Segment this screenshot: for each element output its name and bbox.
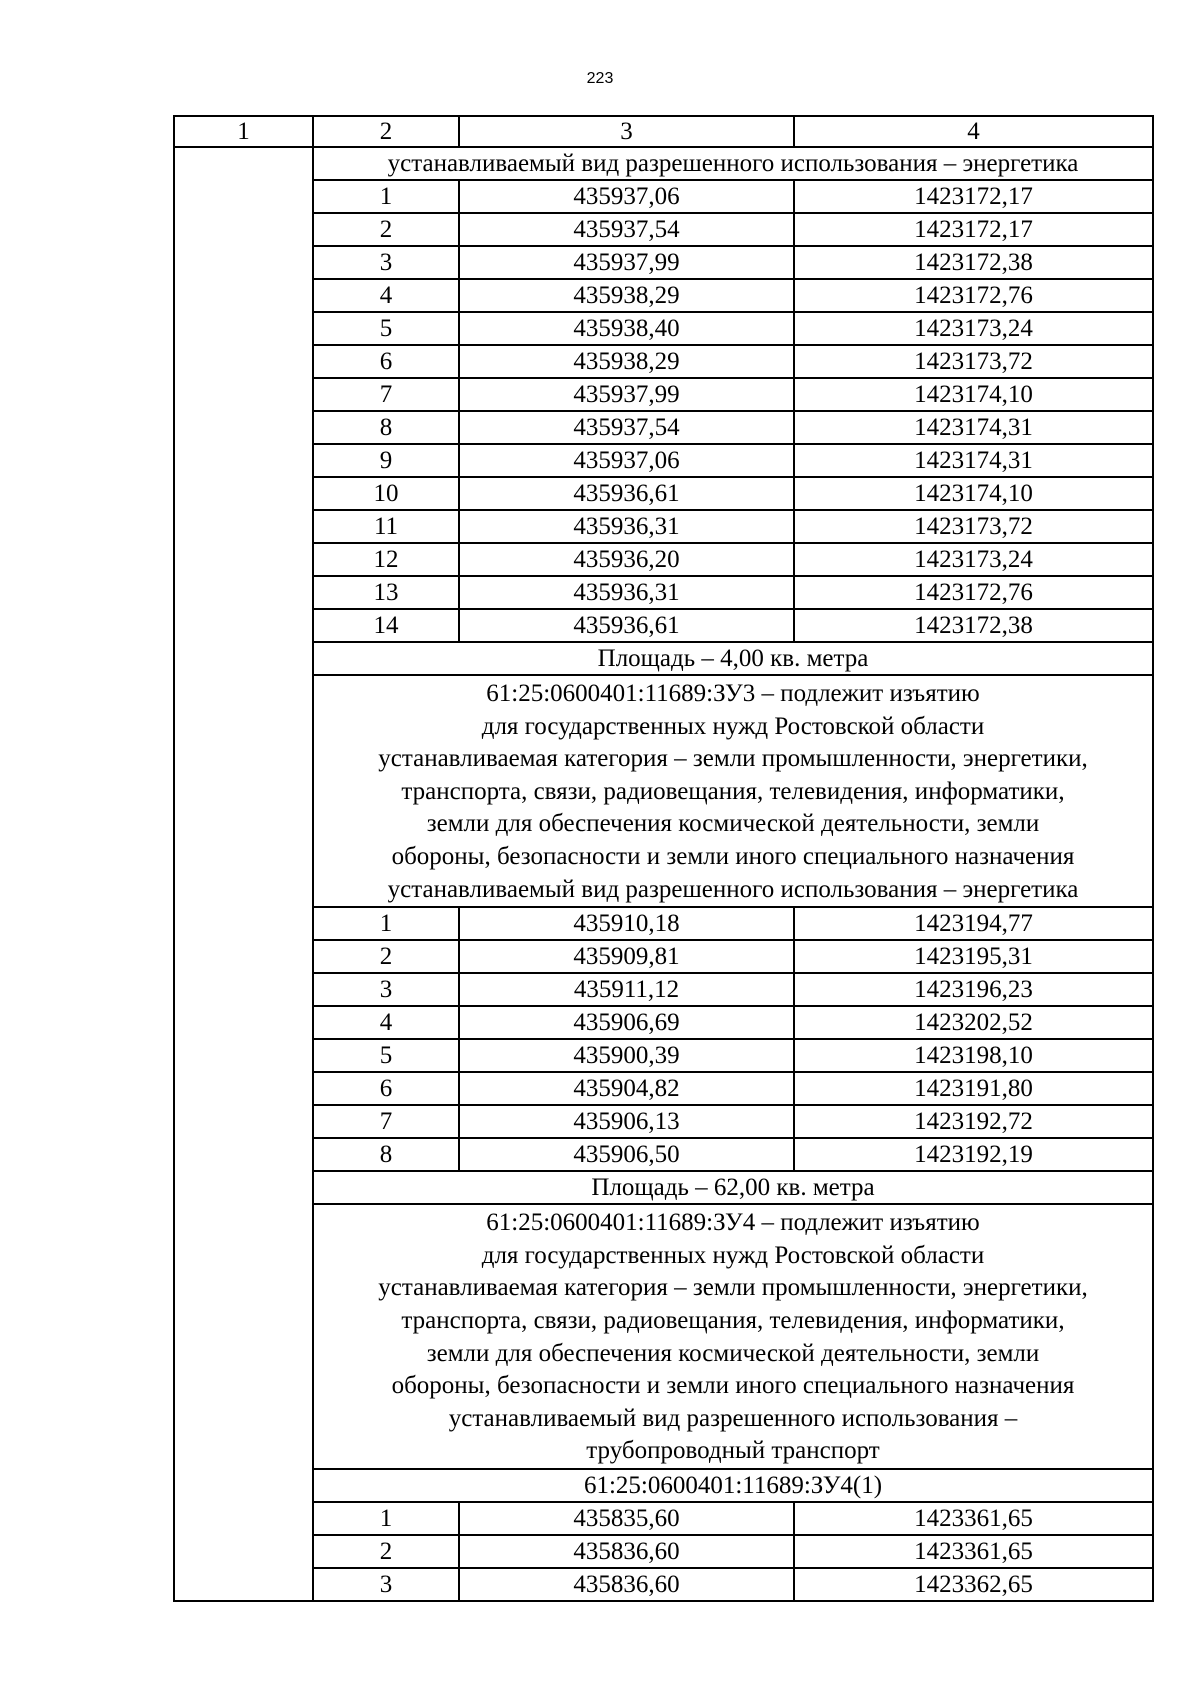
point-number: 6 [313, 345, 459, 378]
text-line: устанавливаемый вид разрешенного использования – [448, 1404, 1018, 1432]
table-row [174, 1006, 1153, 1039]
x-coordinate: 435938,29 [459, 279, 794, 312]
point-number: 5 [313, 312, 459, 345]
point-number: 11 [313, 510, 459, 543]
text-line: обороны, безопасности и земли иного специального назначения [391, 842, 1075, 870]
table-row [174, 378, 1153, 411]
table-row [174, 246, 1153, 279]
table-row [174, 1502, 1153, 1535]
plot-description [313, 675, 1153, 907]
y-coordinate: 1423172,17 [794, 213, 1153, 246]
coordinates-table [173, 115, 1154, 1602]
table-row [174, 180, 1153, 213]
area-row [174, 642, 1153, 675]
table-row [174, 510, 1153, 543]
x-coordinate: 435938,40 [459, 312, 794, 345]
text-line: транспорта, связи, радиовещания, телевидения, информатики, [401, 1306, 1065, 1334]
y-coordinate: 1423361,65 [794, 1535, 1153, 1568]
x-coordinate: 435904,82 [459, 1072, 794, 1105]
x-coordinate: 435936,31 [459, 510, 794, 543]
text-line: транспорта, связи, радиовещания, телевидения, информатики, [401, 777, 1065, 805]
table-row [174, 213, 1153, 246]
point-number: 1 [313, 180, 459, 213]
area-row [174, 1171, 1153, 1204]
point-number: 7 [313, 378, 459, 411]
text-line: обороны, безопасности и земли иного специального назначения [391, 1372, 1075, 1400]
text-line: 61:25:0600401:11689:ЗУ3 – подлежит изъятию [486, 680, 980, 707]
x-coordinate: 435909,81 [459, 940, 794, 973]
table-row [174, 345, 1153, 378]
table-row [174, 279, 1153, 312]
table-row [174, 477, 1153, 510]
y-coordinate: 1423174,31 [794, 411, 1153, 444]
table-row [174, 312, 1153, 345]
point-number: 10 [313, 477, 459, 510]
x-coordinate: 435938,29 [459, 345, 794, 378]
point-number: 5 [313, 1039, 459, 1072]
table-row [174, 1568, 1153, 1601]
text-line: земли для обеспечения космической деятельности, земли [426, 810, 1040, 838]
point-number: 3 [313, 973, 459, 1006]
y-coordinate: 1423194,77 [794, 907, 1153, 940]
y-coordinate: 1423198,10 [794, 1039, 1153, 1072]
x-coordinate: 435937,06 [459, 444, 794, 477]
point-number: 3 [313, 1568, 459, 1601]
text-line: устанавливаемая категория – земли промышленности, энергетики, [378, 1274, 1088, 1302]
table-row [174, 411, 1153, 444]
page-number: 223 [586, 70, 614, 87]
point-number: 2 [313, 1535, 459, 1568]
subplot-text: 61:25:0600401:11689:ЗУ4(1) [313, 1469, 1153, 1502]
x-coordinate: 435937,54 [459, 411, 794, 444]
x-coordinate: 435936,20 [459, 543, 794, 576]
column-1-cell [174, 147, 313, 1601]
description-row [174, 675, 1153, 907]
x-coordinate: 435900,39 [459, 1039, 794, 1072]
y-coordinate: 1423172,17 [794, 180, 1153, 213]
point-number: 2 [313, 940, 459, 973]
y-coordinate: 1423192,72 [794, 1105, 1153, 1138]
area-text: Площадь – 4,00 кв. метра [313, 642, 1153, 675]
column-header: 1 [174, 116, 313, 147]
x-coordinate: 435911,12 [459, 973, 794, 1006]
x-coordinate: 435937,54 [459, 213, 794, 246]
table-row [174, 1105, 1153, 1138]
x-coordinate: 435937,99 [459, 378, 794, 411]
table-row [174, 576, 1153, 609]
table-row [174, 940, 1153, 973]
text-line: устанавливаемый вид разрешенного использования – энергетика [387, 875, 1079, 903]
y-coordinate: 1423173,72 [794, 345, 1153, 378]
x-coordinate: 435937,99 [459, 246, 794, 279]
point-number: 12 [313, 543, 459, 576]
point-number: 13 [313, 576, 459, 609]
usage-row [174, 147, 1153, 180]
x-coordinate: 435835,60 [459, 1502, 794, 1535]
x-coordinate: 435936,61 [459, 477, 794, 510]
y-coordinate: 1423172,76 [794, 576, 1153, 609]
usage-text: устанавливаемый вид разрешенного использования – энергетика [313, 147, 1153, 180]
y-coordinate: 1423195,31 [794, 940, 1153, 973]
text-line: 61:25:0600401:11689:ЗУ4 – подлежит изъятию [486, 1209, 980, 1237]
table-row [174, 543, 1153, 576]
point-number: 8 [313, 1138, 459, 1171]
x-coordinate: 435836,60 [459, 1568, 794, 1601]
point-number: 9 [313, 444, 459, 477]
table-row [174, 1072, 1153, 1105]
y-coordinate: 1423174,10 [794, 378, 1153, 411]
y-coordinate: 1423361,65 [794, 1502, 1153, 1535]
table-header-row [174, 116, 1153, 147]
y-coordinate: 1423172,38 [794, 609, 1153, 642]
point-number: 3 [313, 246, 459, 279]
x-coordinate: 435936,31 [459, 576, 794, 609]
x-coordinate: 435910,18 [459, 907, 794, 940]
y-coordinate: 1423196,23 [794, 973, 1153, 1006]
column-header: 4 [794, 116, 1153, 147]
column-header: 2 [313, 116, 459, 147]
text-line: для государственных нужд Ростовской области [481, 712, 985, 740]
table-row [174, 609, 1153, 642]
x-coordinate: 435906,13 [459, 1105, 794, 1138]
point-number: 1 [313, 907, 459, 940]
x-coordinate: 435937,06 [459, 180, 794, 213]
x-coordinate: 435836,60 [459, 1535, 794, 1568]
plot-description [313, 1204, 1153, 1469]
x-coordinate: 435906,50 [459, 1138, 794, 1171]
x-coordinate: 435906,69 [459, 1006, 794, 1039]
point-number: 1 [313, 1502, 459, 1535]
y-coordinate: 1423362,65 [794, 1568, 1153, 1601]
point-number: 2 [313, 213, 459, 246]
table-row [174, 1039, 1153, 1072]
description-row [174, 1204, 1153, 1469]
area-text: Площадь – 62,00 кв. метра [313, 1171, 1153, 1204]
table-row [174, 907, 1153, 940]
point-number: 6 [313, 1072, 459, 1105]
column-header: 3 [459, 116, 794, 147]
table-row [174, 1138, 1153, 1171]
y-coordinate: 1423173,24 [794, 543, 1153, 576]
table-row [174, 444, 1153, 477]
text-line: земли для обеспечения космической деятельности, земли [426, 1339, 1040, 1367]
y-coordinate: 1423174,10 [794, 477, 1153, 510]
text-line: для государственных нужд Ростовской области [481, 1241, 985, 1269]
text-line: трубопроводный транспорт [586, 1437, 880, 1465]
subplot-row [174, 1469, 1153, 1502]
table-row [174, 1535, 1153, 1568]
y-coordinate: 1423191,80 [794, 1072, 1153, 1105]
point-number: 8 [313, 411, 459, 444]
x-coordinate: 435936,61 [459, 609, 794, 642]
y-coordinate: 1423173,24 [794, 312, 1153, 345]
point-number: 14 [313, 609, 459, 642]
point-number: 4 [313, 1006, 459, 1039]
y-coordinate: 1423172,38 [794, 246, 1153, 279]
y-coordinate: 1423202,52 [794, 1006, 1153, 1039]
table-row [174, 973, 1153, 1006]
point-number: 7 [313, 1105, 459, 1138]
y-coordinate: 1423172,76 [794, 279, 1153, 312]
y-coordinate: 1423174,31 [794, 444, 1153, 477]
text-line: устанавливаемая категория – земли промышленности, энергетики, [378, 745, 1088, 773]
y-coordinate: 1423173,72 [794, 510, 1153, 543]
point-number: 4 [313, 279, 459, 312]
y-coordinate: 1423192,19 [794, 1138, 1153, 1171]
